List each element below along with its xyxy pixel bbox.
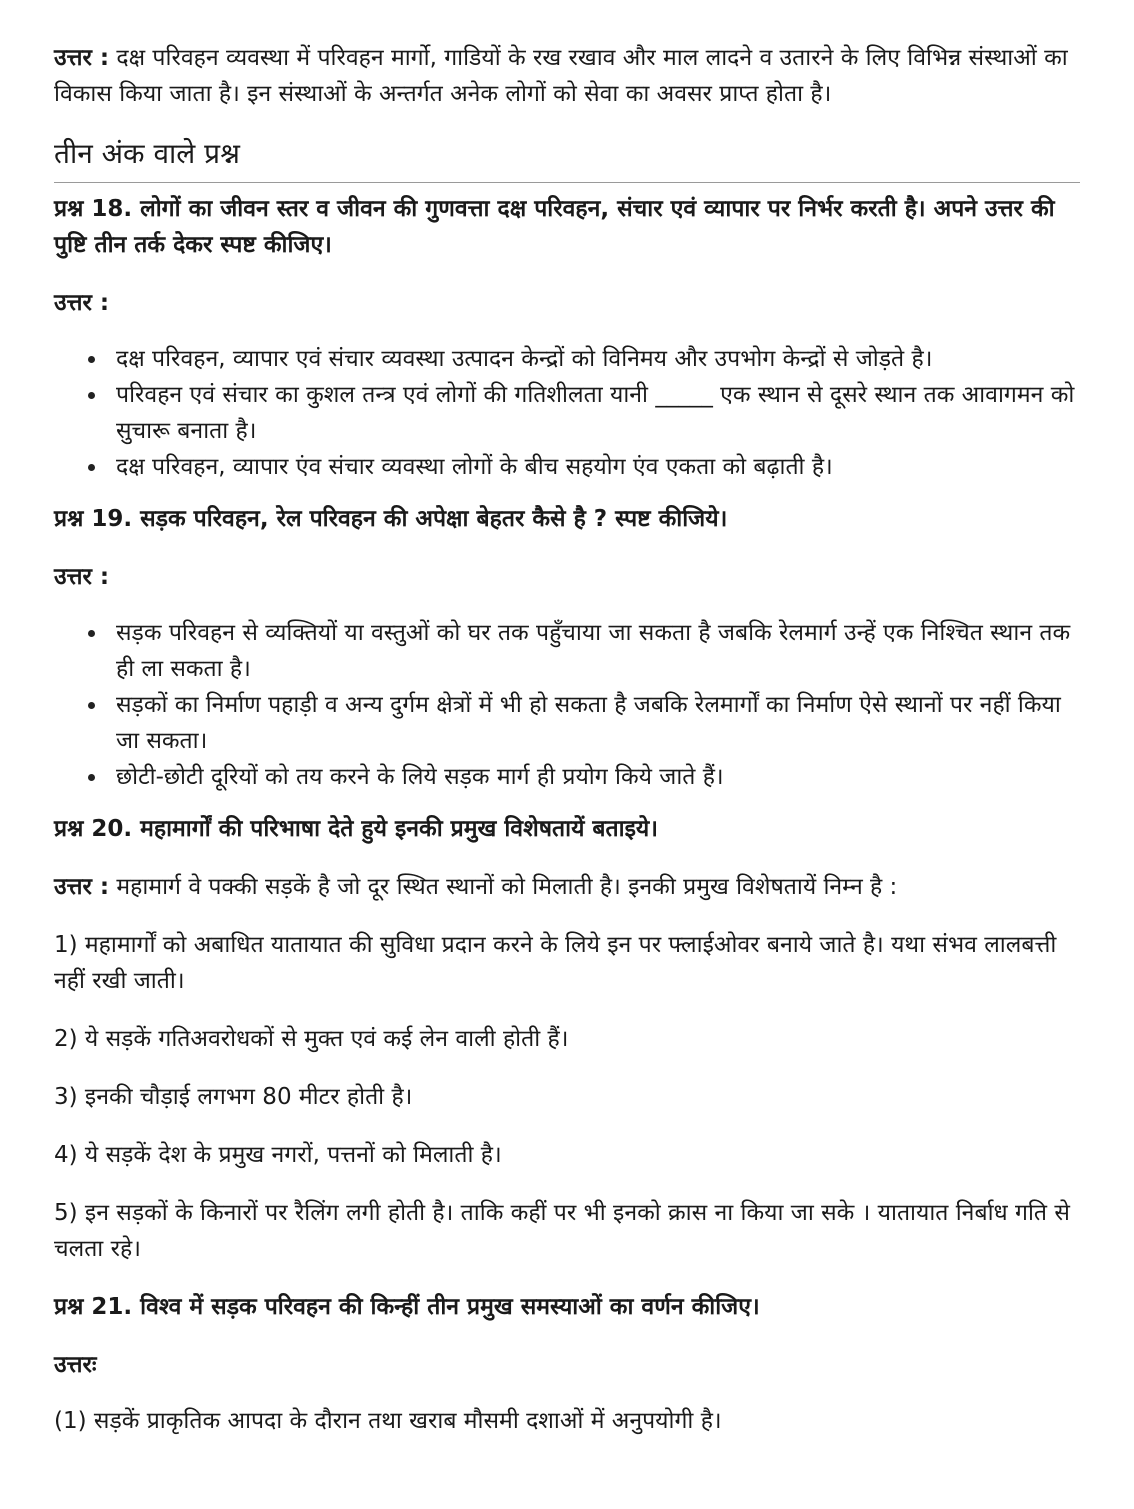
answer-21-point-1: (1) सड़कें प्राकृतिक आपदा के दौरान तथा खराब मौसमी दशाओं में अनुपयोगी है। <box>54 1408 722 1434</box>
answer-20-point-5: 5) इन सड़कों के किनारों पर रैलिंग लगी होती है। ताकि कहीं पर भी इनको क्रास ना किया जा सके । यातायात निर्बाध गति से चलता रहे। <box>54 1200 1070 1262</box>
answer-text: दक्ष परिवहन व्यवस्था में परिवहन मार्गो, गाडियों के रख रखाव और माल लादने व उतारने के लिए विभिन्न संस्थाओं का विकास किया जाता है। इन संस्थाओं के अन्तर्गत अनेक लोगों को सेवा का अवसर प्राप्त होता है। <box>54 45 1068 107</box>
intro-answer <box>54 40 1080 112</box>
list-item <box>86 687 1080 759</box>
bullet-icon <box>88 630 95 637</box>
question-20: प्रश्न 20. महामार्गों की परिभाषा देते हुये इनकी प्रमुख विशेषतायें बताइये। <box>54 816 658 842</box>
answer-label: उत्तर : <box>54 874 110 900</box>
list-item-text: सड़क परिवहन से व्यक्तियों या वस्तुओं को घर तक पहुँचाया जा सकता है जबकि रेलमार्ग उन्हें एक निश्चित स्थान तक ही ला सकता है। <box>116 620 1071 682</box>
bullet-icon <box>88 464 95 471</box>
answer-text: महामार्ग वे पक्की सड़कें है जो दूर स्थित स्थानों को मिलाती है। इनकी प्रमुख विशेषतायें निम्न है : <box>109 874 898 900</box>
question-18: प्रश्न 18. लोगों का जीवन स्तर व जीवन की गुणवत्ता दक्ष परिवहन, संचार एवं व्यापार पर निर्भर करती है। अपने उत्तर की पुष्टि तीन तर्क देकर स्पष्ट कीजिए। <box>54 196 1055 258</box>
bullet-icon <box>88 774 95 781</box>
list-item <box>86 449 1080 485</box>
list-item-text: दक्ष परिवहन, व्यापार एंव संचार व्यवस्था लोगों के बीच सहयोग एंव एकता को बढ़ाती है। <box>116 454 833 480</box>
bullet-icon <box>88 356 95 363</box>
answer-18-label: उत्तर : <box>54 290 110 316</box>
list-item-text: सड़कों का निर्माण पहाड़ी व अन्य दुर्गम क्षेत्रों में भी हो सकता है जबकि रेलमार्गों का निर्माण ऐसे स्थानों पर नहीं किया जा सकता। <box>116 692 1061 754</box>
answer-20-point-4: 4) ये सड़कें देश के प्रमुख नगरों, पत्तनों को मिलाती है। <box>54 1142 502 1168</box>
question-21: प्रश्न 21. विश्व में सड़क परिवहन की किन्हीं तीन प्रमुख समस्याओं का वर्णन कीजिए। <box>54 1294 760 1320</box>
list-item-text: परिवहन एवं संचार का कुशल तन्त्र एवं लोगों की गतिशीलता यानी _____ एक स्थान से दूसरे स्थान तक आवागमन को सुचारू बनाता है। <box>116 382 1075 444</box>
answer-20-point-3: 3) इनकी चौड़ाई लगभग 80 मीटर होती है। <box>54 1084 413 1110</box>
answer-20-point-1: 1) महामार्गों को अबाधित यातायात की सुविधा प्रदान करने के लिये इन पर फ्लाईओवर बनाये जाते है। यथा संभव लालबत्ती नहीं रखी जाती। <box>54 932 1057 994</box>
list-item-text: दक्ष परिवहन, व्यापार एवं संचार व्यवस्था उत्पादन केन्द्रों को विनिमय और उपभोग केन्द्रों से जोड़ते है। <box>116 346 933 372</box>
answer-label: उत्तर : <box>54 45 110 71</box>
answer-19-label: उत्तर : <box>54 564 110 590</box>
list-item <box>86 759 1080 795</box>
bullet-icon <box>88 702 95 709</box>
answer-18-list <box>54 341 1080 485</box>
bullet-icon <box>88 392 95 399</box>
section-title: तीन अंक वाले प्रश्न <box>54 137 240 170</box>
answer-20-point-2: 2) ये सड़कें गतिअवरोधकों से मुक्त एवं कई लेन वाली होती हैं। <box>54 1026 569 1052</box>
list-item <box>86 615 1080 687</box>
answer-21-label: उत्तरः <box>54 1352 97 1378</box>
list-item <box>86 377 1080 449</box>
list-item-text: छोटी-छोटी दूरियों को तय करने के लिये सड़क मार्ग ही प्रयोग किये जाते हैं। <box>116 764 724 790</box>
list-item <box>86 341 1080 377</box>
section-divider <box>54 182 1080 183</box>
answer-20 <box>54 869 1080 905</box>
answer-19-list <box>54 615 1080 795</box>
question-19: प्रश्न 19. सड़क परिवहन, रेल परिवहन की अपेक्षा बेहतर कैसे है ? स्पष्ट कीजिये। <box>54 506 728 532</box>
